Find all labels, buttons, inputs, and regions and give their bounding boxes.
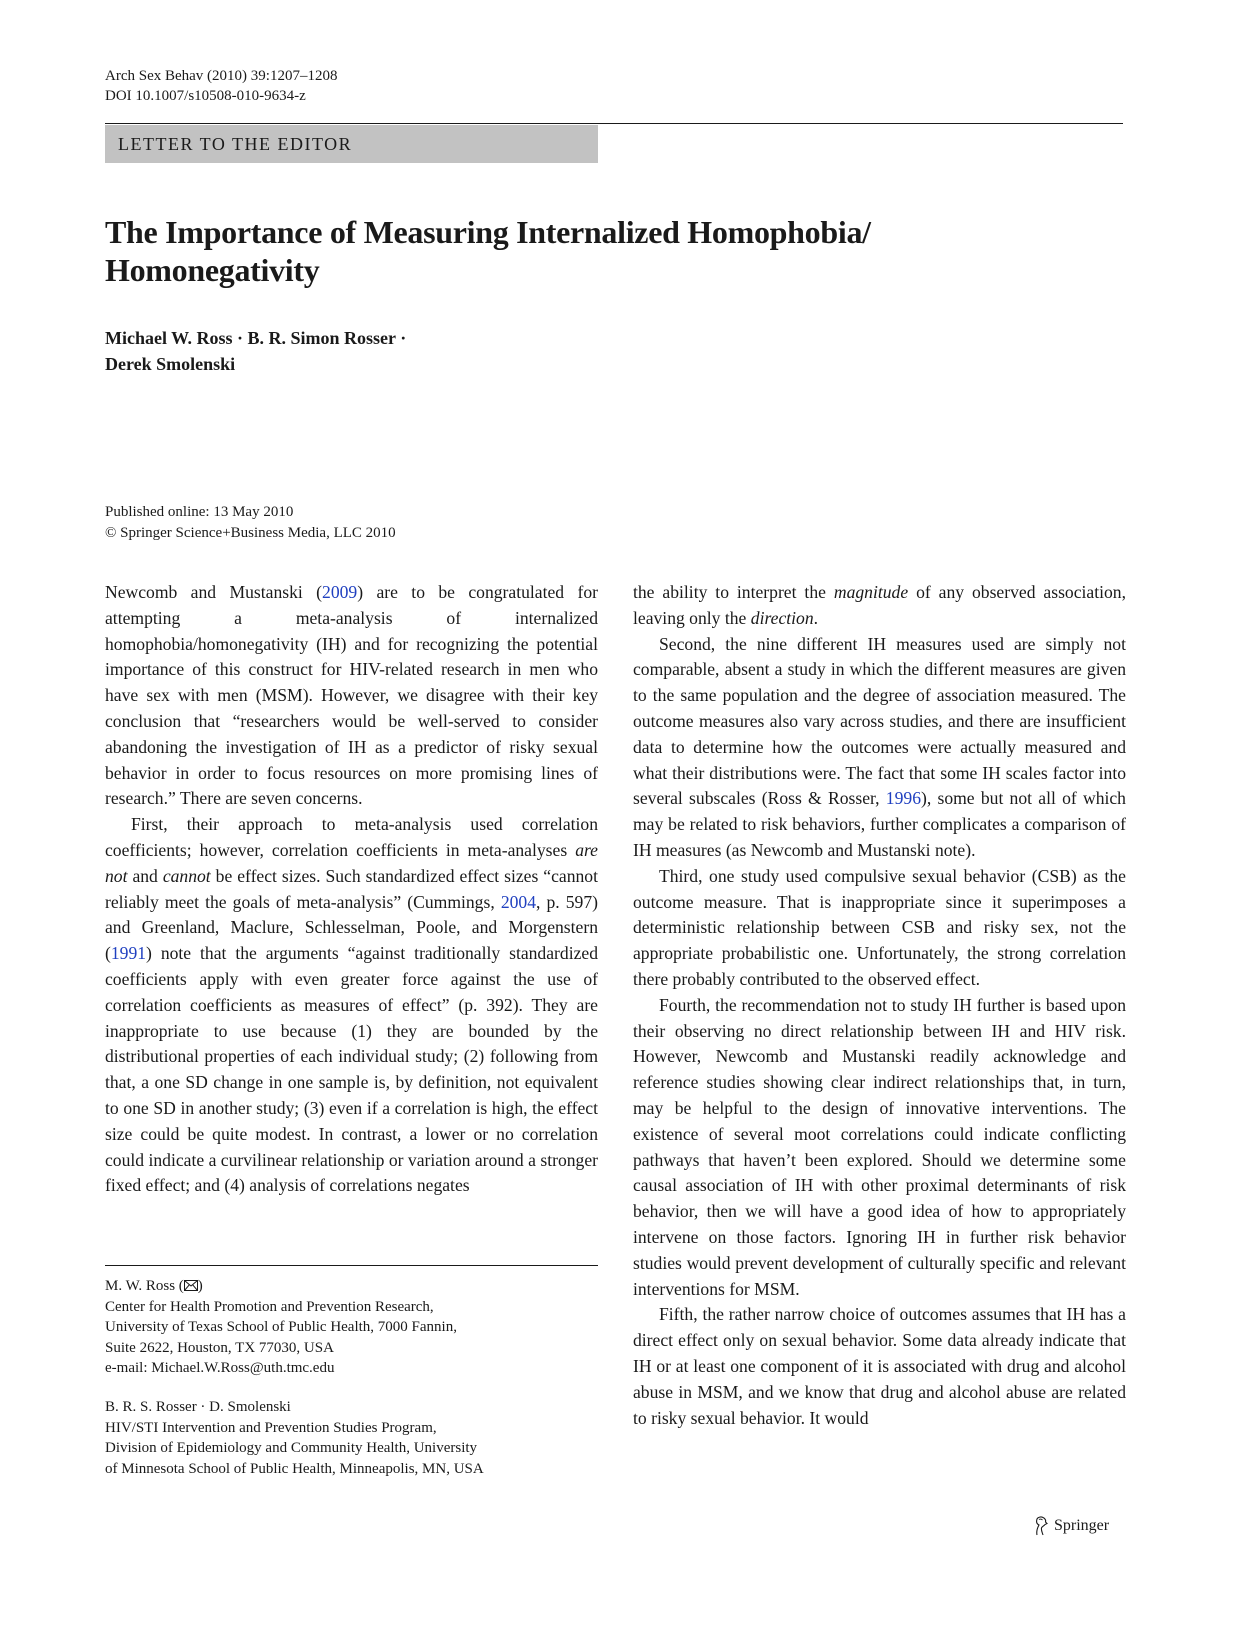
publisher-logo — [1033, 1516, 1109, 1536]
authors-line-2: Derek Smolenski — [105, 354, 236, 374]
publication-info — [105, 502, 396, 544]
affiliation-ross: M. W. Ross ( ) Center for Health Promotion and Prevention Research, University of Texas School of Public Health, 7000 Fannin, Suite 2622, Houston, TX 77030, USA e-mail: Michael.W.Ross@uth.tmc.edu — [105, 1276, 598, 1379]
authors-line-1: Michael W. Ross · B. R. Simon Rosser · — [105, 328, 407, 348]
body-column-left — [105, 580, 598, 1199]
author-email: e-mail: Michael.W.Ross@uth.tmc.edu — [105, 1360, 335, 1376]
springer-horse-icon — [1033, 1516, 1049, 1536]
paragraph-first-concern: First, their approach to meta-analysis used correlation coefficients; however, correlation coefficients in meta-analyses are not and cannot be effect sizes. Such standardized effect sizes “cannot reliably meet the goals of meta-analysis” (Cummings, 2004, p. 597) and Greenland, Maclure, Schlesselman, Poole, and Morgenstern (1991) note that the arguments “against traditionally standardized coefficients apply with even greater force against the use of correlation coefficients as measures of effect” (p. 392). They are inappropriate to use because (1) they are bounded by the distributional properties of each individual study; (2) following from that, a one SD change in one sample is, by definition, not equivalent to one SD in another study; (3) even if a correlation is high, the effect size could be quite modest. In contrast, a lower or no correlation could indicate a curvilinear relationship or variation around a stronger fixed effect; and (4) analysis of correlations negates — [105, 814, 599, 1196]
citation-link[interactable]: 1991 — [110, 943, 147, 964]
title-line-2: Homonegativity — [105, 252, 320, 288]
copyright: © Springer Science+Business Media, LLC 2010 — [105, 525, 396, 541]
paragraph-intro: Newcomb and Mustanski (2009) are to be congratulated for attempting a meta-analysis of internalized homophobia/homonegativity (IH) and for recognizing the potential importance of this construct for HIV-related research in men who have sex with men (MSM). However, we disagree with their key conclusion that “researchers would be well-served to consider abandoning the investigation of IH as a predictor of risky sexual behavior in order to focus resources on more promising lines of research.” There are seven concerns. — [105, 582, 598, 809]
footnote-rule — [105, 1265, 598, 1266]
journal-meta — [105, 66, 337, 106]
paragraph-second-concern: Second, the nine different IH measures used are simply not comparable, absent a study in which the different measures are given to the same population and the degree of association measured. The outcome measures also vary across studies, and there are insufficient data to determine how the outcomes were actually measured and what their distributions were. The fact that some IH scales factor into several subscales (Ross & Rosser, 1996), some but not all of which may be related to risk behaviors, further complicates a comparison of IH measures (as Newcomb and Mustanski note). — [633, 633, 1126, 860]
title-line-1: The Importance of Measuring Internalized Homophobia/ — [105, 214, 871, 250]
paragraph-fourth-concern: Fourth, the recommendation not to study IH further is based upon their observing no direct relationship between IH and HIV risk. However, Newcomb and Mustanski readily acknowledge and reference studies showing clear indirect relationships that, in turn, may be helpful to the design of innovative interventions. The existence of several moot correlations could indicate conflicting pathways that haven’t been explored. Should we determine some causal association of IH with other proximal determinants of risk behavior, then we will have a good idea of how to appropriately intervene on those factors. Ignoring IH in further risk behavior studies would prevent development of culturally specific and relevant interventions for MSM. — [633, 994, 1126, 1299]
header-rule — [105, 123, 1123, 124]
section-label: LETTER TO THE EDITOR — [105, 125, 598, 163]
body-column-right — [633, 580, 1126, 1431]
affiliation-rosser-smolenski: B. R. S. Rosser · D. Smolenski HIV/STI Intervention and Prevention Studies Program, Division of Epidemiology and Community Health, University of Minnesota School of Public Health, Minneapolis, MN, USA — [105, 1399, 484, 1477]
doi: DOI 10.1007/s10508-010-9634-z — [105, 88, 306, 104]
paragraph-third-concern: Third, one study used compulsive sexual behavior (CSB) as the outcome measure. That is inappropriate since it superimposes a deterministic relationship between CSB and risky sex, not the appropriate probabilistic one. Unfortunately, the strong correlation there probably contributed to the observed effect. — [633, 865, 1126, 989]
author-list — [105, 325, 406, 377]
publisher-name: Springer — [1054, 1517, 1110, 1534]
citation-link[interactable]: 2009 — [322, 582, 358, 602]
paragraph-continued: the ability to interpret the magnitude of any observed association, leaving only the direction. — [633, 582, 1126, 628]
journal-citation: Arch Sex Behav (2010) 39:1207–1208 — [105, 68, 338, 84]
article-title — [105, 213, 1065, 289]
citation-link[interactable]: 2004 — [500, 891, 536, 912]
envelope-icon — [184, 1280, 198, 1291]
citation-link[interactable]: 1996 — [885, 788, 921, 809]
published-date: Published online: 13 May 2010 — [105, 504, 294, 520]
paragraph-fifth-concern: Fifth, the rather narrow choice of outcomes assumes that IH has a direct effect only on sexual behavior. Some data already indicate that IH or at least one component of it is associated with drug and alcohol abuse in MSM, and we know that drug and alcohol abuse are related to risky sexual behavior. It would — [633, 1304, 1126, 1428]
